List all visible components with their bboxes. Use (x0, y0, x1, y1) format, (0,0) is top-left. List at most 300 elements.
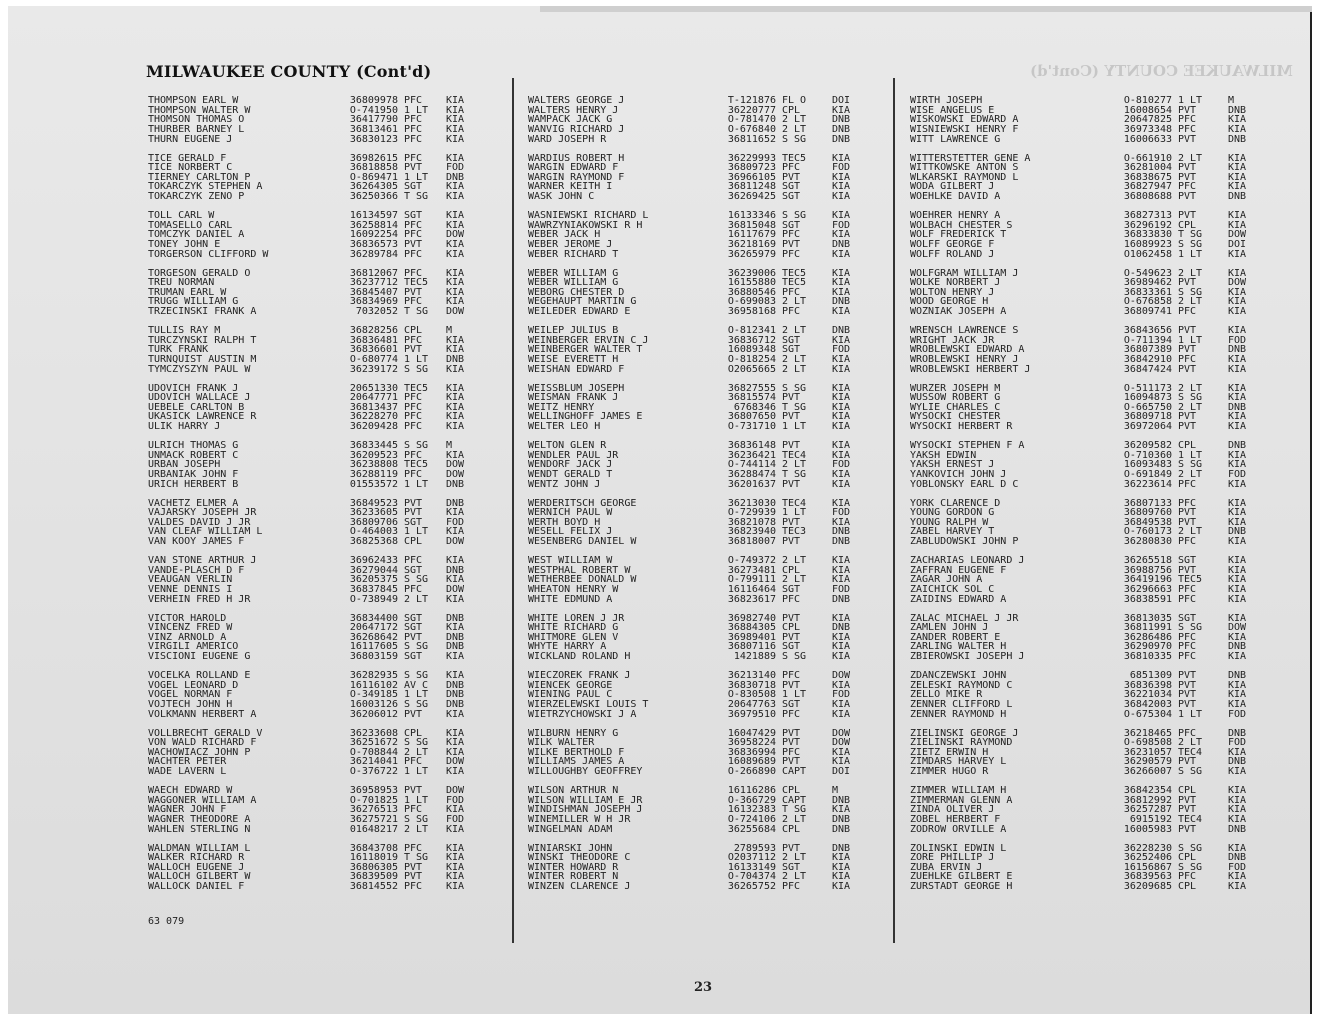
name-cell: WRENSCH LAWRENCE S (910, 326, 1019, 336)
name-cell: TOMASELLO CARL (148, 220, 233, 231)
name-cell: WARD JOSEPH R (528, 134, 607, 145)
serial-cell: 36276513 (349, 805, 398, 815)
status-cell: KIA (832, 709, 851, 720)
serial-cell: O-704374 (727, 872, 776, 883)
status-cell: KIA (446, 192, 465, 202)
casualty-row (528, 163, 850, 173)
serial-cell: O-749372 (727, 556, 776, 566)
casualty-row (148, 96, 464, 106)
name-cell: TORGERSON CLIFFORD W (148, 249, 269, 260)
casualty-row (910, 642, 1246, 652)
name-cell: WETHERBEE DONALD W (528, 575, 637, 585)
serial-cell: O-676858 (1123, 297, 1172, 308)
casualty-row (528, 786, 850, 796)
casualty-row (910, 748, 1246, 758)
casualty-row (148, 480, 464, 490)
rank-cell: 2 LT (1178, 738, 1203, 748)
casualty-row (148, 710, 464, 720)
casualty-group (148, 211, 464, 259)
rank-cell: PVT (1178, 795, 1197, 806)
rank-cell: PVT (782, 172, 801, 183)
rank-cell: CPL (1178, 441, 1197, 451)
rank-cell: 1 LT (404, 479, 429, 490)
casualty-row (148, 460, 464, 470)
name-cell: VOGEL LEONARD D (148, 680, 239, 691)
casualty-row (148, 154, 464, 164)
status-cell: DNB (832, 527, 851, 538)
name-cell: WESELL FELIX J (528, 527, 613, 538)
rank-cell: AV C (404, 680, 429, 691)
name-cell: WICKLAND ROLAND H (528, 652, 631, 662)
page-edge-shadow (540, 6, 1312, 12)
name-cell: WUSSOW ROBERT G (910, 393, 1001, 403)
name-cell: WAGNER JOHN F (148, 805, 227, 815)
status-cell: DNB (1228, 642, 1247, 653)
serial-cell: 36239006 (727, 268, 776, 279)
name-cell: UEBELE CARLTON B (148, 402, 245, 413)
status-cell: FOD (832, 584, 851, 595)
status-cell: DNB (832, 824, 851, 835)
serial-cell: 36830123 (349, 134, 398, 145)
name-cell: TURK FRANK (148, 345, 209, 355)
status-cell: DNB (446, 479, 465, 490)
status-cell: DNB (1228, 345, 1247, 355)
status-cell: DOW (1228, 278, 1247, 288)
status-cell: DNB (446, 172, 465, 183)
status-cell: KIA (1228, 364, 1247, 375)
name-cell: TOMCZYK DANIEL A (148, 230, 245, 240)
casualty-row (148, 393, 464, 403)
status-cell: KIA (446, 153, 465, 164)
serial-cell: O2065665 (727, 364, 776, 375)
name-cell: WHITE LOREN J JR (528, 613, 625, 624)
name-cell: WALTERS HENRY J (528, 105, 619, 116)
casualty-row (148, 853, 464, 863)
page-number: 23 (694, 980, 713, 995)
serial-cell: 36836712 (727, 335, 776, 346)
rank-cell: TEC5 (1178, 575, 1203, 585)
name-cell: WITT LAWRENCE G (910, 134, 1001, 145)
casualty-group (910, 556, 1246, 604)
rank-cell: PFC (404, 153, 423, 164)
casualty-row (148, 614, 464, 624)
serial-cell: 36845407 (349, 287, 398, 298)
serial-cell: 36827555 (727, 383, 776, 394)
serial-cell: 36813437 (349, 402, 398, 413)
casualty-row (528, 240, 850, 250)
status-cell: DNB (446, 498, 465, 509)
name-cell: WAECH EDWARD W (148, 786, 233, 796)
status-cell: KIA (1228, 517, 1247, 528)
casualty-row (910, 460, 1246, 470)
rank-cell: S SG (404, 814, 429, 825)
name-cell: WADE LAVERN L (148, 767, 227, 777)
rank-cell: CPL (404, 728, 423, 739)
status-cell: M (446, 441, 453, 451)
casualty-row (148, 355, 464, 365)
serial-cell: 36809706 (349, 517, 398, 528)
casualty-group (148, 614, 464, 662)
casualty-row (528, 815, 850, 825)
rank-cell: PVT (1178, 172, 1197, 183)
status-cell: KIA (446, 278, 465, 288)
bleed-through-title: MILWAUKEE COUNTY (Cont'd) (1030, 62, 1293, 80)
serial-cell: 16116464 (727, 584, 776, 595)
casualty-row (148, 451, 464, 461)
status-cell: KIA (832, 287, 851, 298)
name-cell: ZABEL HARVEY T (910, 527, 995, 538)
rank-cell: PVT (404, 709, 423, 720)
rank-cell: CPL (1178, 853, 1197, 863)
rank-cell: PFC (1178, 354, 1197, 365)
casualty-row (148, 566, 464, 576)
rank-cell: PFC (1178, 307, 1197, 317)
casualty-row (528, 269, 850, 279)
casualty-row (528, 211, 850, 221)
casualty-row (528, 527, 850, 537)
rank-cell: PVT (782, 738, 801, 748)
name-cell: TICE NORBERT C (148, 163, 233, 173)
serial-cell: 36214041 (349, 757, 398, 768)
casualty-row (528, 690, 850, 700)
serial-cell: O-464003 (349, 527, 398, 538)
status-cell: DNB (446, 565, 465, 576)
casualty-row (148, 403, 464, 413)
casualty-group (528, 786, 850, 834)
casualty-group (528, 729, 850, 777)
casualty-row (910, 556, 1246, 566)
name-cell: WYSOCKI STEPHEN F A (910, 441, 1025, 451)
status-cell: DNB (1228, 757, 1247, 768)
serial-cell: O-710360 (1123, 450, 1172, 461)
name-cell: VAN CLEAF WILLIAM L (148, 527, 263, 538)
name-cell: WINIARSKI JOHN (528, 843, 613, 854)
casualty-row (528, 412, 850, 422)
rank-cell: PVT (1178, 680, 1197, 691)
serial-cell: O-812341 (727, 326, 776, 336)
casualty-row (910, 566, 1246, 576)
serial-cell: 16116286 (727, 786, 776, 796)
casualty-row (148, 326, 464, 336)
name-cell: THURBER BARNEY L (148, 124, 245, 135)
status-cell: FOD (1228, 469, 1247, 480)
name-cell: VOLLBRECHT GERALD V (148, 728, 263, 739)
casualty-row (148, 796, 464, 806)
status-cell: DNB (832, 594, 851, 605)
name-cell: WROBLEWSKI EDWARD A (910, 345, 1025, 355)
rank-cell: S SG (1178, 623, 1203, 633)
status-cell: KIA (1228, 220, 1247, 231)
rank-cell: 2 LT (404, 824, 429, 835)
rank-cell: PVT (782, 517, 801, 528)
rank-cell: PVT (1178, 364, 1197, 375)
name-cell: WEISE EVERETT H (528, 354, 619, 365)
name-cell: TRUGG WILLIAM G (148, 297, 239, 308)
name-cell: WEILEP JULIUS B (528, 326, 619, 336)
casualty-row (910, 154, 1246, 164)
status-cell: KIA (446, 450, 465, 461)
rank-cell: PFC (404, 230, 423, 240)
serial-cell: 36417790 (349, 115, 398, 125)
casualty-row (148, 786, 464, 796)
name-cell: TOKARCZYK STEPHEN A (148, 182, 263, 193)
status-cell: KIA (832, 230, 851, 240)
status-cell: DNB (446, 613, 465, 624)
casualty-row (910, 853, 1246, 863)
name-cell: YOUNG RALPH W (910, 517, 989, 528)
casualty-row (528, 345, 850, 355)
casualty-row (910, 211, 1246, 221)
name-cell: ZDANCZEWSKI JOHN (910, 671, 1007, 681)
rank-cell: 2 LT (782, 354, 807, 365)
casualty-row (148, 815, 464, 825)
rank-cell: PFC (404, 220, 423, 231)
serial-cell: 36273481 (727, 565, 776, 576)
status-cell: KIA (832, 335, 851, 346)
casualty-row (910, 135, 1246, 145)
serial-cell: 36836601 (349, 345, 398, 355)
serial-cell: 36290970 (1123, 642, 1172, 653)
name-cell: WILSON WILLIAM E JR (528, 795, 643, 806)
casualty-row (528, 125, 850, 135)
serial-cell: 36827947 (1123, 182, 1172, 193)
status-cell: DNB (446, 680, 465, 691)
casualty-row (528, 623, 850, 633)
casualty-row (910, 710, 1246, 720)
casualty-row (148, 585, 464, 595)
casualty-row (910, 595, 1246, 605)
rank-cell: TEC5 (404, 460, 429, 470)
status-cell: DNB (832, 537, 851, 547)
casualty-row (528, 307, 850, 317)
casualty-row (528, 642, 850, 652)
rank-cell: PFC (1178, 728, 1197, 739)
casualty-row (910, 872, 1246, 882)
status-cell: KIA (832, 268, 851, 279)
status-cell: KIA (446, 594, 465, 605)
casualty-group (148, 786, 464, 834)
status-cell: KIA (1228, 556, 1247, 566)
serial-cell: 20647825 (1123, 115, 1172, 125)
status-cell: KIA (832, 680, 851, 691)
serial-cell: 36265752 (727, 882, 776, 892)
rank-cell: PVT (1178, 699, 1197, 710)
name-cell: WENTZ JOHN J (528, 479, 601, 490)
casualty-group (910, 326, 1246, 374)
name-cell: WISE ANGELUS E (910, 105, 995, 116)
casualty-row (910, 115, 1246, 125)
name-cell: VERHEIN FRED H JR (148, 594, 251, 605)
casualty-row (910, 106, 1246, 116)
name-cell: TIERNEY CARLTON P (148, 172, 251, 183)
status-cell: DOI (1228, 239, 1247, 250)
serial-cell: 36280830 (1123, 537, 1172, 547)
status-cell: KIA (1228, 594, 1247, 605)
name-cell: WYSOCKI HERBERT R (910, 422, 1013, 432)
status-cell: KIA (832, 556, 851, 566)
name-cell: ZINDA OLIVER J (910, 805, 995, 815)
casualty-row (528, 355, 850, 365)
name-cell: WEISSBLUM JOSEPH (528, 383, 625, 394)
name-cell: WEINBERGER WALTER T (528, 345, 643, 355)
status-cell: DNB (446, 690, 465, 700)
serial-cell: 36809978 (349, 96, 398, 106)
casualty-row (528, 882, 850, 892)
casualty-group (910, 729, 1246, 777)
name-cell: WHYTE HARRY A (528, 642, 607, 653)
casualty-row (148, 700, 464, 710)
status-cell: KIA (446, 134, 465, 145)
rank-cell: S SG (404, 441, 429, 451)
rank-cell: 2 LT (1178, 153, 1203, 164)
status-cell: KIA (832, 393, 851, 403)
status-cell: FOD (832, 345, 851, 355)
rank-cell: 1 LT (1178, 249, 1203, 260)
rank-cell: SGT (404, 613, 423, 624)
name-cell: WOOD GEORGE H (910, 297, 989, 308)
rank-cell: PFC (404, 124, 423, 135)
casualty-row (148, 872, 464, 882)
serial-cell: 36213030 (727, 498, 776, 509)
casualty-group (528, 499, 850, 547)
rank-cell: PFC (1178, 872, 1197, 883)
casualty-group (910, 441, 1246, 489)
name-cell: WASNIEWSKI RICHARD L (528, 211, 649, 221)
status-cell: KIA (446, 268, 465, 279)
name-cell: WAMPACK JACK G (528, 115, 613, 125)
status-cell: KIA (446, 843, 465, 854)
serial-cell: 36884305 (727, 623, 776, 633)
status-cell: KIA (832, 469, 851, 480)
serial-cell: O-675304 (1123, 709, 1172, 720)
status-cell: DNB (1228, 853, 1247, 863)
status-cell: KIA (1228, 613, 1247, 624)
casualty-row (148, 508, 464, 518)
casualty-row (528, 326, 850, 336)
rank-cell: TEC4 (782, 498, 807, 509)
rank-cell: PVT (1178, 517, 1197, 528)
name-cell: WOLFF GEORGE F (910, 239, 995, 250)
status-cell: KIA (446, 335, 465, 346)
name-cell: ZIELINSKI RAYMOND (910, 738, 1013, 748)
casualty-row (528, 173, 850, 183)
serial-cell: 36807116 (727, 642, 776, 653)
rank-cell: PVT (404, 345, 423, 355)
serial-cell: 16133149 (727, 862, 776, 873)
serial-cell: O-699083 (727, 297, 776, 308)
name-cell: WILSON ARTHUR N (528, 786, 619, 796)
casualty-group (528, 844, 850, 892)
status-cell: KIA (446, 422, 465, 432)
casualty-row (910, 269, 1246, 279)
casualty-row (910, 690, 1246, 700)
status-cell: KIA (1228, 652, 1247, 662)
casualty-row (528, 336, 850, 346)
name-cell: WHITE RICHARD G (528, 623, 619, 633)
serial-cell: O-760173 (1123, 527, 1172, 538)
name-cell: WOEHRER HENRY A (910, 211, 1001, 221)
status-cell: KIA (446, 556, 465, 566)
status-cell: KIA (832, 172, 851, 183)
rank-cell: SGT (782, 642, 801, 653)
status-cell: FOD (832, 220, 851, 231)
rank-cell: 1 LT (1178, 709, 1203, 720)
rank-cell: 2 LT (782, 364, 807, 375)
status-cell: KIA (446, 220, 465, 231)
casualty-row (910, 297, 1246, 307)
casualty-row (148, 537, 464, 547)
casualty-row (528, 566, 850, 576)
serial-cell: 36836573 (349, 239, 398, 250)
status-cell: DOW (1228, 230, 1247, 240)
serial-cell: 16156867 (1123, 862, 1172, 873)
casualty-row (910, 307, 1246, 317)
casualty-row (528, 872, 850, 882)
name-cell: WEITZ HENRY (528, 402, 595, 413)
name-cell: WINDISHMAN JOSEPH J (528, 805, 643, 815)
serial-cell: 36236421 (727, 450, 776, 461)
serial-cell: 36823617 (727, 594, 776, 605)
rank-cell: SGT (782, 699, 801, 710)
serial-cell: 36847424 (1123, 364, 1172, 375)
rank-cell: PVT (404, 872, 423, 883)
status-cell: DNB (1228, 527, 1247, 538)
serial-cell: O-665750 (1123, 402, 1172, 413)
name-cell: URICH HERBERT B (148, 479, 239, 490)
serial-cell: 36268642 (349, 632, 398, 643)
rank-cell: PVT (782, 843, 801, 854)
name-cell: WARDIUS ROBERT H (528, 153, 625, 164)
rank-cell: CPL (404, 537, 423, 547)
serial-cell: 36807389 (1123, 345, 1172, 355)
rank-cell: 1 LT (404, 527, 429, 538)
casualty-group (148, 499, 464, 547)
serial-cell: 36231057 (1123, 747, 1172, 758)
name-cell: WIETRZYCHOWSKI J A (528, 709, 637, 720)
status-cell: KIA (832, 517, 851, 528)
rank-cell: T SG (782, 805, 807, 815)
status-cell: KIA (832, 652, 851, 662)
status-cell: FOD (1228, 862, 1247, 873)
rank-cell: 2 LT (782, 872, 807, 883)
name-cell: WARGIN EDWARD F (528, 163, 619, 173)
serial-cell: 36958168 (727, 307, 776, 317)
status-cell: KIA (832, 613, 851, 624)
rank-cell: 2 LT (782, 115, 807, 125)
rank-cell: PVT (1178, 278, 1197, 288)
name-cell: WEBER RICHARD T (528, 249, 619, 260)
status-cell: KIA (832, 757, 851, 768)
casualty-row (528, 403, 850, 413)
name-cell: TURNQUIST AUSTIN M (148, 354, 257, 365)
status-cell: KIA (1228, 680, 1247, 691)
status-cell: KIA (1228, 584, 1247, 595)
serial-cell: O-701825 (349, 795, 398, 806)
casualty-group (910, 269, 1246, 317)
rank-cell: CAPT (782, 767, 807, 777)
name-cell: WOLF FREDERICK T (910, 230, 1007, 240)
serial-cell: 36815574 (727, 393, 776, 403)
serial-cell: 36233608 (349, 728, 398, 739)
serial-cell: 36250366 (349, 192, 398, 202)
rank-cell: PVT (782, 613, 801, 624)
serial-cell: 36808688 (1123, 192, 1172, 202)
casualty-group (148, 384, 464, 432)
status-cell: KIA (832, 383, 851, 394)
name-cell: ZAMLEN JOHN J (910, 623, 989, 633)
serial-cell: O-691849 (1123, 469, 1172, 480)
casualty-group (148, 729, 464, 777)
